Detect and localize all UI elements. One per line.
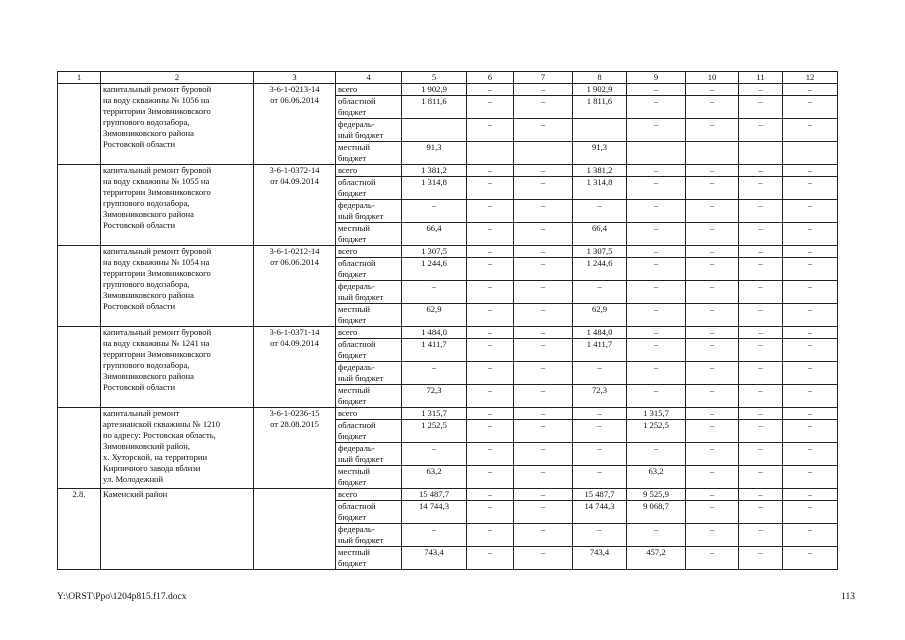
value-cell: 63,2	[402, 466, 467, 489]
value-cell: –	[402, 281, 467, 304]
value-cell: –	[467, 420, 514, 443]
value-cell: –	[467, 385, 514, 408]
value-cell: –	[514, 339, 573, 362]
value-cell: –	[514, 223, 573, 246]
value-cell: –	[739, 362, 783, 385]
value-cell: –	[573, 443, 627, 466]
value-cell: –	[686, 96, 739, 119]
value-cell: –	[686, 524, 739, 547]
value-cell: –	[686, 200, 739, 223]
value-cell: –	[627, 119, 686, 142]
value-cell: 1 244,6	[402, 258, 467, 281]
value-cell: –	[467, 466, 514, 489]
value-cell: –	[739, 96, 783, 119]
value-cell: –	[573, 362, 627, 385]
value-cell: –	[467, 96, 514, 119]
funding-source-cell: всего	[336, 165, 402, 177]
value-cell: –	[514, 96, 573, 119]
funding-source-cell: всего	[336, 408, 402, 420]
value-cell	[514, 142, 573, 165]
value-cell: –	[467, 223, 514, 246]
value-cell: –	[402, 524, 467, 547]
value-cell: –	[783, 443, 838, 466]
col-number-3: 3	[254, 72, 336, 84]
value-cell: 63,2	[627, 466, 686, 489]
value-cell: 62,9	[402, 304, 467, 327]
value-cell: –	[627, 304, 686, 327]
value-cell: –	[686, 246, 739, 258]
value-cell: –	[514, 443, 573, 466]
value-cell: –	[627, 524, 686, 547]
value-cell: –	[514, 165, 573, 177]
funding-source-cell: областной бюджет	[336, 501, 402, 524]
value-cell: –	[467, 524, 514, 547]
file-path: Y:\ORST\Ppo\1204p815.f17.docx	[57, 592, 187, 602]
table-row	[58, 246, 838, 258]
value-cell: –	[514, 466, 573, 489]
value-cell: –	[686, 304, 739, 327]
funding-source-cell: федераль- ный бюджет	[336, 443, 402, 466]
funding-source-cell: федераль- ный бюджет	[336, 362, 402, 385]
value-cell: –	[573, 466, 627, 489]
funding-source-cell: всего	[336, 84, 402, 96]
value-cell: –	[686, 385, 739, 408]
funding-source-cell: областной бюджет	[336, 177, 402, 200]
value-cell: –	[783, 119, 838, 142]
value-cell: 1 902,9	[573, 84, 627, 96]
funding-source-cell: областной бюджет	[336, 339, 402, 362]
value-cell: 1 252,5	[402, 420, 467, 443]
value-cell: –	[402, 443, 467, 466]
value-cell: –	[627, 339, 686, 362]
funding-source-cell: всего	[336, 489, 402, 501]
value-cell: –	[467, 408, 514, 420]
value-cell: –	[739, 443, 783, 466]
value-cell: 1 411,7	[573, 339, 627, 362]
funding-source-cell: федераль- ный бюджет	[336, 119, 402, 142]
value-cell: –	[467, 200, 514, 223]
value-cell: –	[686, 408, 739, 420]
value-cell: –	[467, 327, 514, 339]
table-row	[58, 327, 838, 339]
value-cell: –	[627, 223, 686, 246]
table-body	[58, 72, 838, 570]
value-cell: –	[402, 362, 467, 385]
col-number-10: 10	[686, 72, 739, 84]
value-cell: 1 902,9	[402, 84, 467, 96]
value-cell: –	[627, 443, 686, 466]
value-cell: –	[514, 281, 573, 304]
value-cell: –	[783, 304, 838, 327]
value-cell: –	[467, 501, 514, 524]
funding-source-cell: федераль- ный бюджет	[336, 524, 402, 547]
item-description-cell: капитальный ремонт буровой на воду скважины № 1055 на территории Зимовниковского группового водозабора, Зимовниковского района Ростовской области	[101, 165, 254, 246]
value-cell: –	[514, 246, 573, 258]
funding-source-cell: всего	[336, 327, 402, 339]
value-cell: –	[783, 408, 838, 420]
value-cell: –	[467, 165, 514, 177]
value-cell: 1 381,2	[573, 165, 627, 177]
value-cell: –	[739, 84, 783, 96]
col-number-12: 12	[783, 72, 838, 84]
value-cell: 1 314,8	[402, 177, 467, 200]
value-cell: 14 744,3	[402, 501, 467, 524]
value-cell: –	[627, 362, 686, 385]
value-cell: –	[686, 501, 739, 524]
funding-source-cell: местный бюджет	[336, 223, 402, 246]
value-cell: –	[783, 489, 838, 501]
value-cell: 62,9	[573, 304, 627, 327]
value-cell: 91,3	[573, 142, 627, 165]
col-number-9: 9	[627, 72, 686, 84]
value-cell: 1 411,7	[402, 339, 467, 362]
value-cell: –	[467, 119, 514, 142]
value-cell: 1 811,6	[573, 96, 627, 119]
value-cell: –	[467, 304, 514, 327]
value-cell: –	[627, 281, 686, 304]
value-cell: 1 315,7	[627, 408, 686, 420]
value-cell: –	[514, 119, 573, 142]
item-number-cell	[58, 327, 101, 408]
value-cell: –	[739, 200, 783, 223]
value-cell: –	[783, 547, 838, 570]
value-cell: –	[514, 177, 573, 200]
value-cell: –	[686, 362, 739, 385]
value-cell: –	[783, 84, 838, 96]
value-cell: –	[739, 223, 783, 246]
col-number-4: 4	[336, 72, 402, 84]
value-cell: –	[783, 165, 838, 177]
value-cell: –	[627, 258, 686, 281]
value-cell: 1 484,0	[402, 327, 467, 339]
value-cell: –	[467, 489, 514, 501]
value-cell: –	[573, 408, 627, 420]
funding-source-cell: местный бюджет	[336, 385, 402, 408]
table-row	[58, 408, 838, 420]
item-description-cell: капитальный ремонт буровой на воду скважины № 1241 на территории Зимовниковского группового водозабора, Зимовниковского района Ростовской области	[101, 327, 254, 408]
value-cell: –	[783, 177, 838, 200]
col-number-1: 1	[58, 72, 101, 84]
value-cell: –	[514, 420, 573, 443]
value-cell: –	[686, 119, 739, 142]
value-cell: –	[783, 420, 838, 443]
value-cell: –	[783, 327, 838, 339]
value-cell: –	[467, 258, 514, 281]
value-cell: –	[783, 223, 838, 246]
value-cell: –	[514, 304, 573, 327]
item-number-cell	[58, 246, 101, 327]
value-cell: 9 068,7	[627, 501, 686, 524]
funding-source-cell: местный бюджет	[336, 304, 402, 327]
value-cell: –	[739, 281, 783, 304]
value-cell	[627, 142, 686, 165]
value-cell: –	[514, 501, 573, 524]
value-cell: –	[467, 362, 514, 385]
value-cell: –	[686, 339, 739, 362]
item-number-cell: 2.8.	[58, 489, 101, 570]
value-cell: –	[514, 524, 573, 547]
value-cell	[573, 119, 627, 142]
value-cell: 457,2	[627, 547, 686, 570]
item-description-cell: капитальный ремонт буровой на воду скважины № 1054 на территории Зимовниковского группового водозабора, Зимовниковского района Ростовской области	[101, 246, 254, 327]
value-cell: –	[739, 501, 783, 524]
value-cell: 72,3	[402, 385, 467, 408]
value-cell: –	[467, 281, 514, 304]
value-cell: –	[686, 223, 739, 246]
value-cell: –	[514, 362, 573, 385]
value-cell: –	[627, 385, 686, 408]
value-cell: –	[573, 281, 627, 304]
value-cell: –	[686, 443, 739, 466]
value-cell: –	[686, 466, 739, 489]
document-reference-cell: 3-6-1-0371-14 от 04.09.2014	[254, 327, 336, 408]
value-cell: –	[686, 177, 739, 200]
value-cell: 1 244,6	[573, 258, 627, 281]
funding-source-cell: областной бюджет	[336, 420, 402, 443]
value-cell	[739, 142, 783, 165]
value-cell: 66,4	[402, 223, 467, 246]
table-row	[58, 84, 838, 96]
value-cell: –	[686, 489, 739, 501]
value-cell: 1 381,2	[402, 165, 467, 177]
value-cell: –	[739, 177, 783, 200]
value-cell: –	[739, 258, 783, 281]
item-number-cell	[58, 408, 101, 489]
funding-source-cell: областной бюджет	[336, 258, 402, 281]
value-cell: –	[783, 281, 838, 304]
value-cell: –	[739, 547, 783, 570]
value-cell: –	[627, 200, 686, 223]
value-cell: –	[783, 501, 838, 524]
value-cell: 1 252,5	[627, 420, 686, 443]
value-cell: –	[627, 84, 686, 96]
value-cell: –	[573, 200, 627, 223]
value-cell: 1 314,8	[573, 177, 627, 200]
value-cell: –	[467, 547, 514, 570]
value-cell	[402, 119, 467, 142]
value-cell: –	[686, 281, 739, 304]
funding-source-cell: местный бюджет	[336, 547, 402, 570]
col-number-11: 11	[739, 72, 783, 84]
column-number-row	[58, 72, 838, 84]
item-number-cell	[58, 84, 101, 165]
value-cell: 1 315,7	[402, 408, 467, 420]
value-cell: –	[783, 339, 838, 362]
document-reference-cell	[254, 489, 336, 570]
value-cell: –	[783, 96, 838, 119]
value-cell: 9 525,9	[627, 489, 686, 501]
value-cell: 1 811,6	[402, 96, 467, 119]
value-cell: –	[627, 165, 686, 177]
document-reference-cell: 3-6-1-0213-14 от 06.06.2014	[254, 84, 336, 165]
value-cell: –	[783, 466, 838, 489]
value-cell: –	[514, 327, 573, 339]
value-cell: –	[739, 420, 783, 443]
value-cell: 743,4	[573, 547, 627, 570]
value-cell: 72,3	[573, 385, 627, 408]
value-cell: –	[467, 443, 514, 466]
value-cell: –	[783, 362, 838, 385]
table-row	[58, 489, 838, 501]
value-cell: –	[739, 165, 783, 177]
document-reference-cell: 3-6-1-0372-14 от 04.09.2014	[254, 165, 336, 246]
value-cell: –	[627, 246, 686, 258]
value-cell: –	[783, 524, 838, 547]
value-cell: –	[783, 246, 838, 258]
value-cell: 15 487,7	[402, 489, 467, 501]
col-number-8: 8	[573, 72, 627, 84]
value-cell	[467, 142, 514, 165]
value-cell: –	[467, 339, 514, 362]
value-cell: –	[739, 304, 783, 327]
value-cell: 15 487,7	[573, 489, 627, 501]
funding-source-cell: областной бюджет	[336, 96, 402, 119]
funding-source-cell: местный бюджет	[336, 466, 402, 489]
value-cell: –	[573, 524, 627, 547]
value-cell: –	[739, 408, 783, 420]
value-cell: –	[783, 258, 838, 281]
value-cell: –	[514, 489, 573, 501]
value-cell: 743,4	[402, 547, 467, 570]
value-cell	[686, 142, 739, 165]
page-number: 113	[841, 592, 855, 602]
item-description-cell: капитальный ремонт артезианской скважины № 1210 по адресу: Ростовская область, Зимовниковский район, х. Хуторской, на территории Кирпичного завода вблизи ул. Молодежной	[101, 408, 254, 489]
value-cell: –	[627, 96, 686, 119]
item-description-cell: Каменский район	[101, 489, 254, 570]
funding-source-cell: федераль- ный бюджет	[336, 281, 402, 304]
value-cell	[783, 142, 838, 165]
value-cell: –	[686, 327, 739, 339]
value-cell: –	[514, 200, 573, 223]
value-cell: –	[573, 420, 627, 443]
item-number-cell	[58, 165, 101, 246]
value-cell: 91,3	[402, 142, 467, 165]
value-cell: –	[783, 385, 838, 408]
value-cell: –	[627, 177, 686, 200]
value-cell: –	[739, 385, 783, 408]
col-number-6: 6	[467, 72, 514, 84]
value-cell: –	[686, 84, 739, 96]
value-cell: –	[627, 327, 686, 339]
value-cell: –	[739, 246, 783, 258]
value-cell: 1 484,0	[573, 327, 627, 339]
value-cell: 1 307,5	[402, 246, 467, 258]
value-cell: –	[686, 258, 739, 281]
value-cell: –	[514, 547, 573, 570]
value-cell: –	[467, 177, 514, 200]
value-cell: –	[514, 385, 573, 408]
table-row	[58, 165, 838, 177]
item-description-cell: капитальный ремонт буровой на воду скважины № 1056 на территории Зимовниковского группового водозабора, Зимовниковского района Ростовской области	[101, 84, 254, 165]
document-reference-cell: 3-6-1-0236-15 от 28.08.2015	[254, 408, 336, 489]
funding-source-cell: федераль- ный бюджет	[336, 200, 402, 223]
value-cell: –	[686, 165, 739, 177]
value-cell: 14 744,3	[573, 501, 627, 524]
value-cell: –	[686, 547, 739, 570]
funding-source-cell: всего	[336, 246, 402, 258]
value-cell: –	[739, 466, 783, 489]
value-cell: 1 307,5	[573, 246, 627, 258]
col-number-7: 7	[514, 72, 573, 84]
value-cell: –	[739, 489, 783, 501]
value-cell: –	[783, 200, 838, 223]
value-cell: –	[514, 84, 573, 96]
document-reference-cell: 3-6-1-0212-14 от 06.06.2014	[254, 246, 336, 327]
value-cell: –	[739, 119, 783, 142]
value-cell: –	[467, 84, 514, 96]
value-cell: –	[739, 524, 783, 547]
value-cell: –	[514, 408, 573, 420]
value-cell: –	[514, 258, 573, 281]
col-number-5: 5	[402, 72, 467, 84]
value-cell: 66,4	[573, 223, 627, 246]
col-number-2: 2	[101, 72, 254, 84]
value-cell: –	[402, 200, 467, 223]
value-cell: –	[739, 327, 783, 339]
budget-table	[57, 71, 838, 570]
value-cell: –	[686, 420, 739, 443]
value-cell: –	[739, 339, 783, 362]
value-cell: –	[467, 246, 514, 258]
funding-source-cell: местный бюджет	[336, 142, 402, 165]
